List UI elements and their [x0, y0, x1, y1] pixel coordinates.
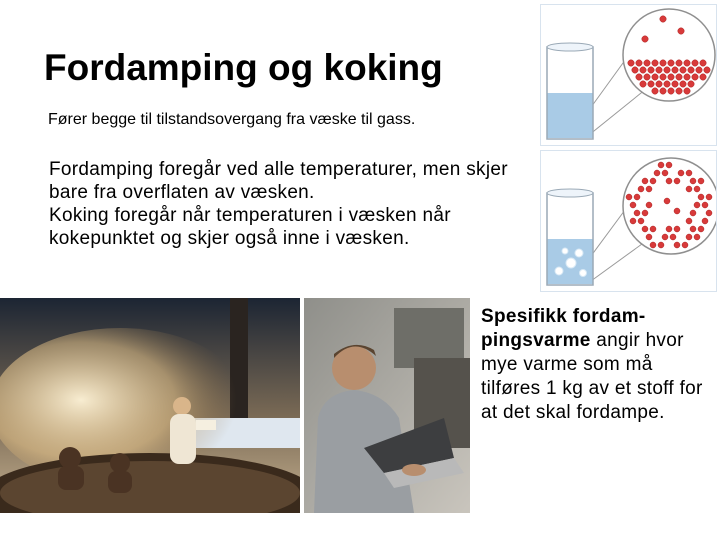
molecule: [656, 81, 662, 87]
molecule: [664, 198, 670, 204]
molecule: [640, 67, 646, 73]
molecule: [674, 242, 680, 248]
molecule: [690, 226, 696, 232]
molecule: [664, 67, 670, 73]
molecule: [666, 178, 672, 184]
molecule: [706, 194, 712, 200]
molecule: [660, 16, 666, 22]
molecule: [656, 67, 662, 73]
molecule: [668, 60, 674, 66]
page-title: Fordamping og koking: [44, 47, 443, 88]
molecule: [644, 60, 650, 66]
molecule: [650, 242, 656, 248]
molecule: [694, 186, 700, 192]
molecule: [690, 210, 696, 216]
molecule: [638, 186, 644, 192]
molecule: [704, 67, 710, 73]
molecule: [706, 210, 712, 216]
molecule: [674, 178, 680, 184]
definition-term-line2: pingsvarme: [481, 330, 591, 351]
molecule: [702, 202, 708, 208]
molecule: [636, 74, 642, 80]
molecule: [638, 218, 644, 224]
evaporation-illustration: [540, 4, 717, 146]
molecule: [666, 226, 672, 232]
molecule: [698, 226, 704, 232]
molecule: [634, 194, 640, 200]
molecule: [662, 234, 668, 240]
molecule: [702, 218, 708, 224]
molecule: [684, 60, 690, 66]
molecule: [700, 60, 706, 66]
definition-term-line1: Spesifikk fordam-: [481, 306, 646, 327]
molecule: [688, 67, 694, 73]
molecule: [646, 202, 652, 208]
molecule: [666, 162, 672, 168]
molecule: [672, 67, 678, 73]
molecule: [642, 226, 648, 232]
molecule: [642, 36, 648, 42]
molecule: [664, 81, 670, 87]
molecule: [668, 88, 674, 94]
molecule: [640, 81, 646, 87]
molecule: [676, 60, 682, 66]
molecule: [632, 67, 638, 73]
molecule: [648, 81, 654, 87]
molecule: [654, 170, 660, 176]
molecule: [678, 170, 684, 176]
molecule: [694, 234, 700, 240]
molecule: [686, 186, 692, 192]
molecule: [650, 178, 656, 184]
hot-tub-steam-photo: [0, 298, 300, 513]
molecule: [688, 81, 694, 87]
subtitle: Fører begge til tilstandsovergang fra væske til gass.: [48, 111, 416, 128]
magnified-view: [623, 9, 715, 101]
molecule: [692, 74, 698, 80]
molecule: [692, 60, 698, 66]
beaker-water: [547, 93, 593, 138]
molecule: [646, 234, 652, 240]
molecule: [652, 88, 658, 94]
molecule: [694, 202, 700, 208]
molecule: [652, 60, 658, 66]
molecule: [680, 81, 686, 87]
molecule: [684, 88, 690, 94]
molecule: [652, 74, 658, 80]
molecule: [690, 178, 696, 184]
molecule: [668, 74, 674, 80]
molecule: [626, 194, 632, 200]
molecule: [630, 218, 636, 224]
molecule: [634, 210, 640, 216]
molecule: [698, 194, 704, 200]
molecule: [660, 60, 666, 66]
molecule: [686, 234, 692, 240]
molecule: [686, 170, 692, 176]
molecule: [676, 74, 682, 80]
molecule: [628, 60, 634, 66]
molecule: [682, 242, 688, 248]
molecule: [642, 178, 648, 184]
molecule: [686, 218, 692, 224]
molecule: [658, 162, 664, 168]
molecule: [646, 186, 652, 192]
molecule: [674, 226, 680, 232]
molecule: [660, 88, 666, 94]
man-at-laptop-photo: [304, 298, 470, 513]
paragraph-boiling: Koking foregår når temperaturen i væsken når kokepunktet og skjer også inne i væsken.: [49, 205, 451, 249]
molecule: [630, 202, 636, 208]
definition-rest: angir hvor mye varme som må tilføres 1 kg av et stoff for at det skal fordampe.: [481, 330, 703, 423]
molecule: [684, 74, 690, 80]
molecule: [660, 74, 666, 80]
molecule: [636, 60, 642, 66]
body-text: [49, 158, 519, 250]
molecule: [642, 210, 648, 216]
paragraph-evaporation: Fordamping foregår ved alle temperaturer, men skjer bare fra overflaten av væsken.: [49, 159, 508, 203]
molecule: [644, 74, 650, 80]
molecule: [700, 74, 706, 80]
molecule: [678, 28, 684, 34]
molecule: [662, 170, 668, 176]
molecule: [676, 88, 682, 94]
molecule: [650, 226, 656, 232]
boiling-illustration: [540, 150, 717, 292]
molecule: [670, 234, 676, 240]
molecule: [648, 67, 654, 73]
molecule: [698, 178, 704, 184]
molecule: [696, 67, 702, 73]
molecule: [672, 81, 678, 87]
definition-text: [481, 305, 711, 425]
molecule: [680, 67, 686, 73]
molecule: [658, 242, 664, 248]
molecule: [674, 208, 680, 214]
